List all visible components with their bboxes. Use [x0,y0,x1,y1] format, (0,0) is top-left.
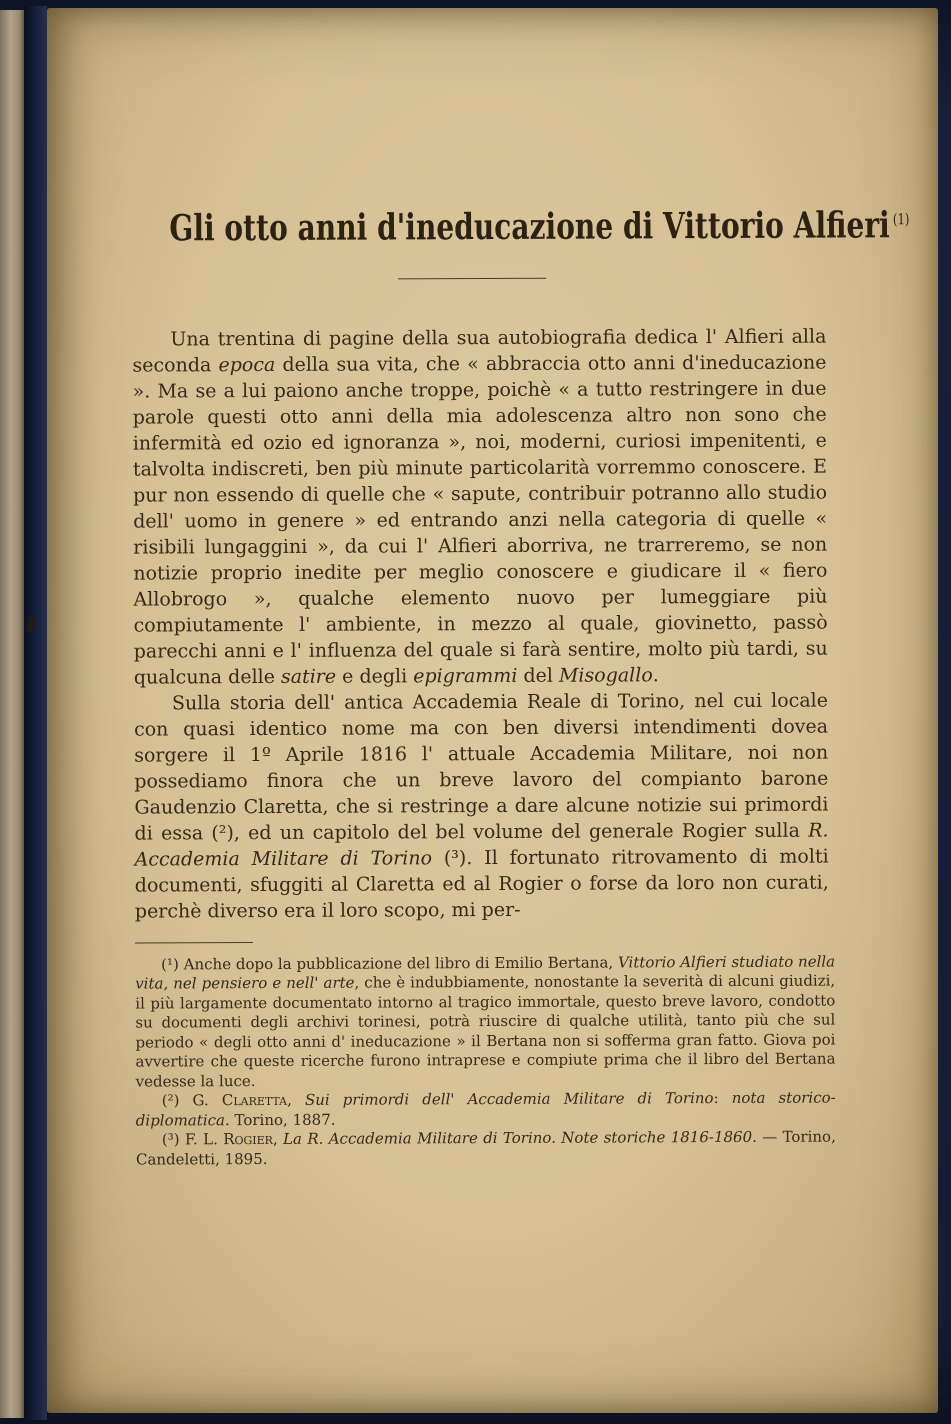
page-title [65,206,916,249]
binding-gutter [24,6,47,1420]
body-text [132,323,829,924]
footnote: (³) F. L. Rogier, La R. Accademia Militare di Torino. Note storiche 1816-1860. — Torino, Candeletti, 1895. [135,1127,836,1169]
body-paragraph: Una trentina di pagine della sua autobiografia dedica l' Alfieri alla seconda epoca della sua vita, che « abbraccia otto anni d'ineducazione ». Ma se a lui paiono anche troppe, poichè « a tutto restringere in due parole questi otto anni della mia adolescenza altro non sono che infermità ed ozio ed ignoranza », noi, moderni, curiosi impenitenti, e talvolta indiscreti, ben più minute particolarità vorremmo conoscere. E pur non essendo di quelle che « sapute, contribuir potranno allo studio dell' uomo in genere » ed entrando anzi nella categoria di quelle « risibili lungaggini », da cui l' Alfieri aborriva, ne trarreremo, se non notizie proprio inedite per meglio conoscere e giudicare il « fiero Allobrogo », qualche elemento nuovo per lumeggiare più compiutamente l' ambiente, in mezzo al quale, giovinetto, passò parecchi anni e l' influenza del quale si farà sentire, molto più tardi, su qualcuna delle satire e degli epigrammi del Misogallo. [132,325,828,689]
footnote: (¹) Anche dopo la pubblicazione del libro di Emilio Bertana, Vittorio Alfieri studiato nella vita, nel pensiero e nell' arte, che è indubbiamente, nonostante la severità di alcuni giudizi, il più largamente documentato intorno al tragico immortale, questo breve lavoro, condotto su documenti degli archivi torinesi, potrà riuscire di qualche utilità, tanto più che sul periodo « degli otto anni d' ineducazione » il Bertana non si sofferma gran fatto. Giova poi avvertire che queste ricerche furono intraprese e compiute prima che il libro del Bertana vedesse la luce. [135,952,836,1091]
body-paragraph: Sulla storia dell' antica Accademia Reale di Torino, nel cui locale con quasi identico nome ma con ben diversi intendimenti dovea sorgere il 1º Aprile 1816 l' attuale Accademia Militare, noi non possediamo finora che un breve lavoro del compianto barone Gaudenzio Claretta, che si restringe a dare alcune notizie sui primordi di essa (²), ed un capitolo del bel volume del generale Rogier sulla R. Accademia Militare di Torino (³). Il fortunato ritrovamento di molti documenti, sfuggiti al Claretta ed al Rogier o forse da loro non curati, perchè diverso era il loro scopo, mi per- [134,689,829,923]
page-edge-stack [0,10,24,1418]
title-divider [398,277,546,279]
footnotes [135,952,836,1170]
title-main: Gli otto anni d'ineducazione di Vittorio Alfieri [169,204,890,250]
footnote: (²) G. Claretta, Sui primordi dell' Accademia Militare di Torino: nota storico-diplomatica. Torino, 1887. [135,1088,836,1130]
title-footnote-ref: (1) [892,210,910,229]
page-content [44,6,941,1415]
footnote-divider [135,942,253,944]
book-page [47,8,938,1413]
page-title-text [169,206,909,249]
